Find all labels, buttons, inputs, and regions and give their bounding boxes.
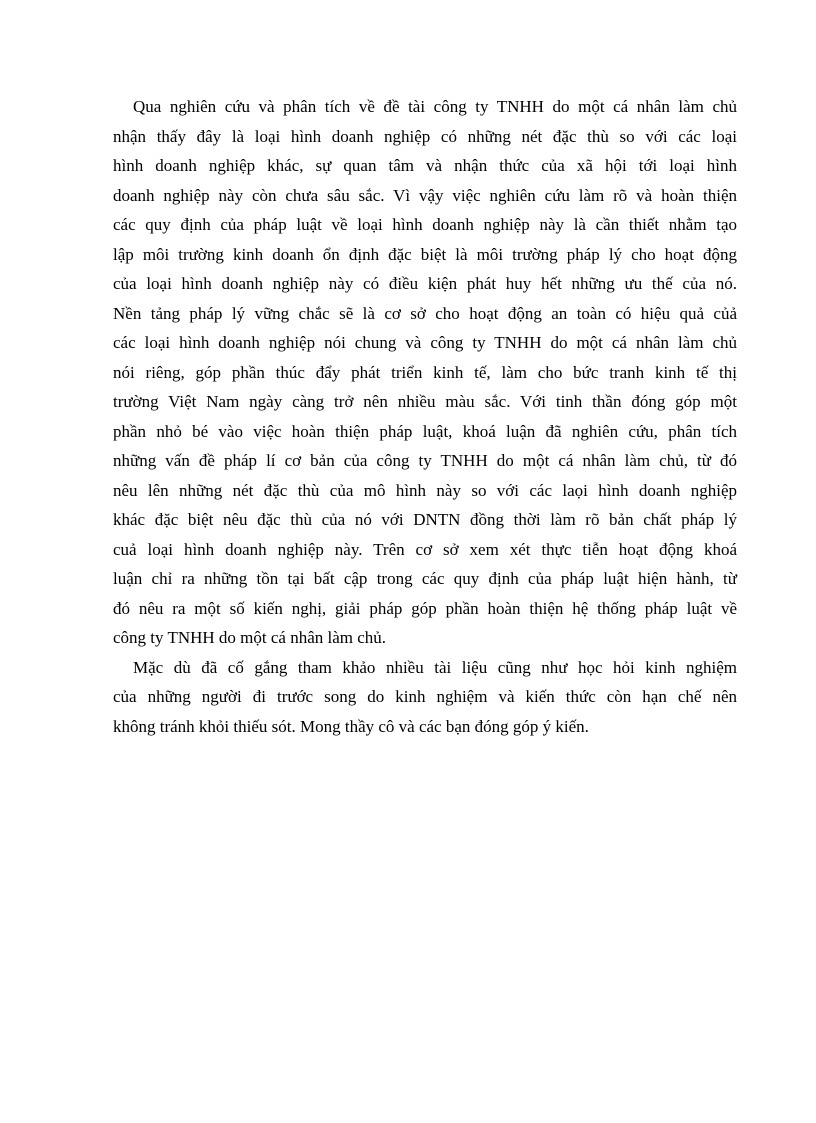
paragraph-line: đó nêu ra một số kiến nghị, giải pháp góp phần hoàn thiện hệ thống pháp luật về — [113, 598, 737, 618]
paragraph-line: công ty TNHH do một cá nhân làm chủ. — [113, 628, 387, 647]
paragraph-line: nêu lên những nét đặc thù của mô hình này so với các laọi hình doanh nghiệp — [113, 480, 737, 500]
paragraph-line: Qua nghiên cứu và phân tích về đề tài công ty TNHH do một cá nhân làm chủ — [133, 97, 737, 116]
paragraph-line: nói riêng, góp phần thúc đẩy phát triển kinh tế, làm cho bức tranh kinh tế thị — [113, 362, 737, 382]
paragraph-line: của những người đi trước song do kinh nghiệm và kiến thức còn hạn chế nên — [113, 687, 737, 706]
paragraph-line: trường Việt Nam ngày càng trở nên nhiều màu sắc. Với tinh thần đóng góp một — [113, 392, 737, 411]
body-text — [113, 92, 737, 741]
paragraph-line: Mặc dù đã cố gắng tham khảo nhiều tài liệu cũng như học hỏi kinh nghiệm — [133, 657, 737, 677]
paragraph-line: Nền tảng pháp lý vững chắc sẽ là cơ sở cho hoạt động an toàn có hiệu quả củả — [113, 303, 737, 323]
paragraph-line: các loại hình doanh nghiệp nói chung và công ty TNHH do một cá nhân làm chủ — [113, 333, 737, 352]
paragraph-line: cuả loại hình doanh nghiệp này. Trên cơ sở xem xét thực tiễn hoạt động khoá — [113, 539, 737, 559]
paragraph-line: khác đặc biệt nêu đặc thù của nó với DNTN đồng thời làm rõ bản chất pháp lý — [113, 510, 737, 529]
paragraph-line: luận chỉ ra những tồn tại bất cập trong các quy định của pháp luật hiện hành, từ — [113, 569, 737, 588]
paragraph-line: những vấn đề pháp lí cơ bản của công ty TNHH do một cá nhân làm chủ, từ đó — [113, 451, 737, 470]
paragraph-line: các quy định của pháp luật về loại hình doanh nghiệp này là cần thiết nhằm tạo — [113, 215, 737, 234]
paragraph-2 — [113, 653, 737, 742]
paragraph-1 — [113, 92, 737, 653]
paragraph-line: lập môi trường kinh doanh ổn định đặc biệt là môi trường pháp lý cho hoạt động — [113, 244, 737, 264]
paragraph-line: không tránh khỏi thiếu sót. Mong thầy cô và các bạn đóng góp ý kiến. — [113, 716, 589, 736]
paragraph-line: hình doanh nghiệp khác, sự quan tâm và nhận thức của xã hội tới loại hình — [113, 156, 737, 175]
paragraph-line: nhận thấy đây là loại hình doanh nghiệp có những nét đặc thù so với các loại — [113, 126, 737, 146]
paragraph-line: của loại hình doanh nghiệp này có điều kiện phát huy hết những ưu thế của nó. — [113, 274, 737, 293]
paragraph-line: phần nhỏ bé vào việc hoàn thiện pháp luật, khoá luận đã nghiên cứu, phân tích — [113, 421, 737, 441]
paragraph-line: doanh nghiệp này còn chưa sâu sắc. Vì vậy việc nghiên cứu làm rõ và hoàn thiện — [113, 185, 737, 205]
